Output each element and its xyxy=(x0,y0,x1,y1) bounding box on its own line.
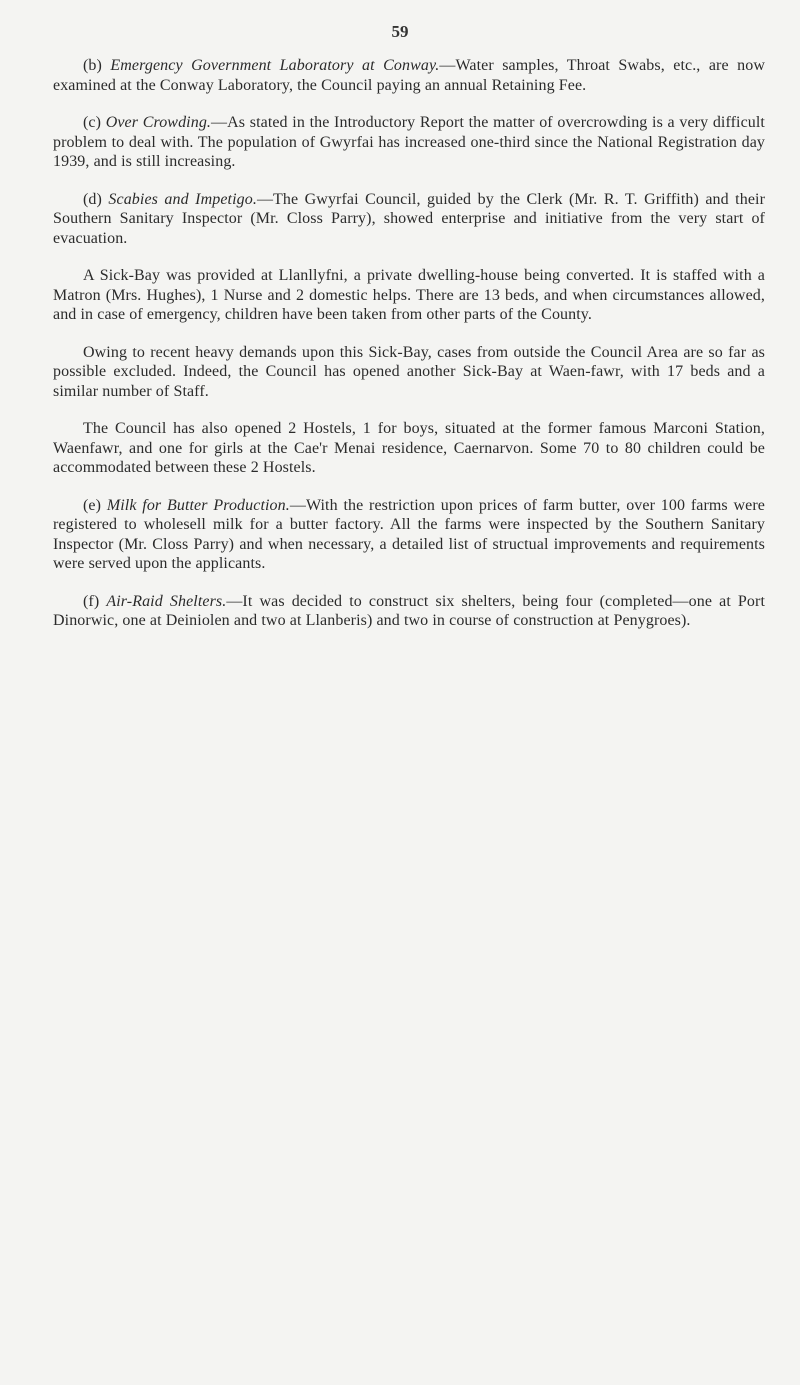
paragraph-f xyxy=(53,592,765,631)
paragraph-b-label: (b) xyxy=(83,57,111,74)
paragraph-e xyxy=(53,496,765,574)
paragraph-e-label: (e) xyxy=(83,496,107,514)
paragraph-e-body: —With the restriction upon prices of farm butter, over 100 farms were registered to wholesell milk for a butter factory. All the farms were inspected by the Southern Sanitary Inspector (Mr. Closs Parry) and when necessary, a detailed list of structual improvements and requirements were served upon the applicants. xyxy=(53,496,765,572)
paragraph-f-body: —It was decided to construct six shelters, being four (completed—one at Port Dinorwic, one at Deiniolen and two at Llanberis) and two in course of construction at Penygroes). xyxy=(53,592,765,629)
paragraph-sick-bay: A Sick-Bay was provided at Llanllyfni, a private dwelling-house being converted. It is staffed with a Matron (Mrs. Hughes), 1 Nurse and 2 domestic helps. There are 13 beds, and when circumstances allowed, and in case of emergency, children have been taken from other parts of the County. xyxy=(53,267,765,323)
paragraph-d-heading: Scabies and Impetigo. xyxy=(108,190,257,208)
paragraph-c-body: —As stated in the Introductory Report the matter of overcrowding is a very difficult problem to deal with. The population of Gwyrfai has increased one-third since the National Registration day 1939, and is still increasing. xyxy=(53,114,765,170)
paragraph-b xyxy=(53,56,765,95)
paragraph-d xyxy=(53,190,765,249)
paragraph-e-heading: Milk for Butter Production. xyxy=(106,496,290,514)
paragraph-d-label: (d) xyxy=(83,190,109,208)
paragraph-b-body: —Water samples, Throat Swabs, etc., are now examined at the Conway Laboratory, the Council paying an annual Retaining Fee. xyxy=(53,57,765,94)
paragraph-c-label: (c) xyxy=(83,114,106,131)
paragraph-c xyxy=(53,113,765,172)
paragraph-f-heading: Air-Raid Shelters. xyxy=(106,592,227,610)
paragraph-hostels: The Council has also opened 2 Hostels, 1 for boys, situated at the former famous Marconi Station, Waenfawr, and one for girls at the Cae'r Menai residence, Caernarvon. Some 70 to 80 children could be accommodated between these 2 Hostels. xyxy=(53,420,765,476)
page-number: 59 xyxy=(391,22,409,41)
paragraph-c-heading: Over Crowding. xyxy=(105,114,212,131)
document-body xyxy=(53,56,765,649)
paragraph-d-body: —The Gwyrfai Council, guided by the Clerk (Mr. R. T. Griffith) and their Southern Sanitary Inspector (Mr. Closs Parry), showed enterprise and initiative from the very start of evacuation. xyxy=(53,190,765,247)
paragraph-f-label: (f) xyxy=(83,592,107,610)
paragraph-b-heading: Emergency Government Laboratory at Conway. xyxy=(110,57,440,74)
paragraph-demands: Owing to recent heavy demands upon this Sick-Bay, cases from outside the Council Area are so far as possible excluded. Indeed, the Council has opened another Sick-Bay at Waen-fawr, with 17 beds and a similar number of Staff. xyxy=(53,343,765,400)
